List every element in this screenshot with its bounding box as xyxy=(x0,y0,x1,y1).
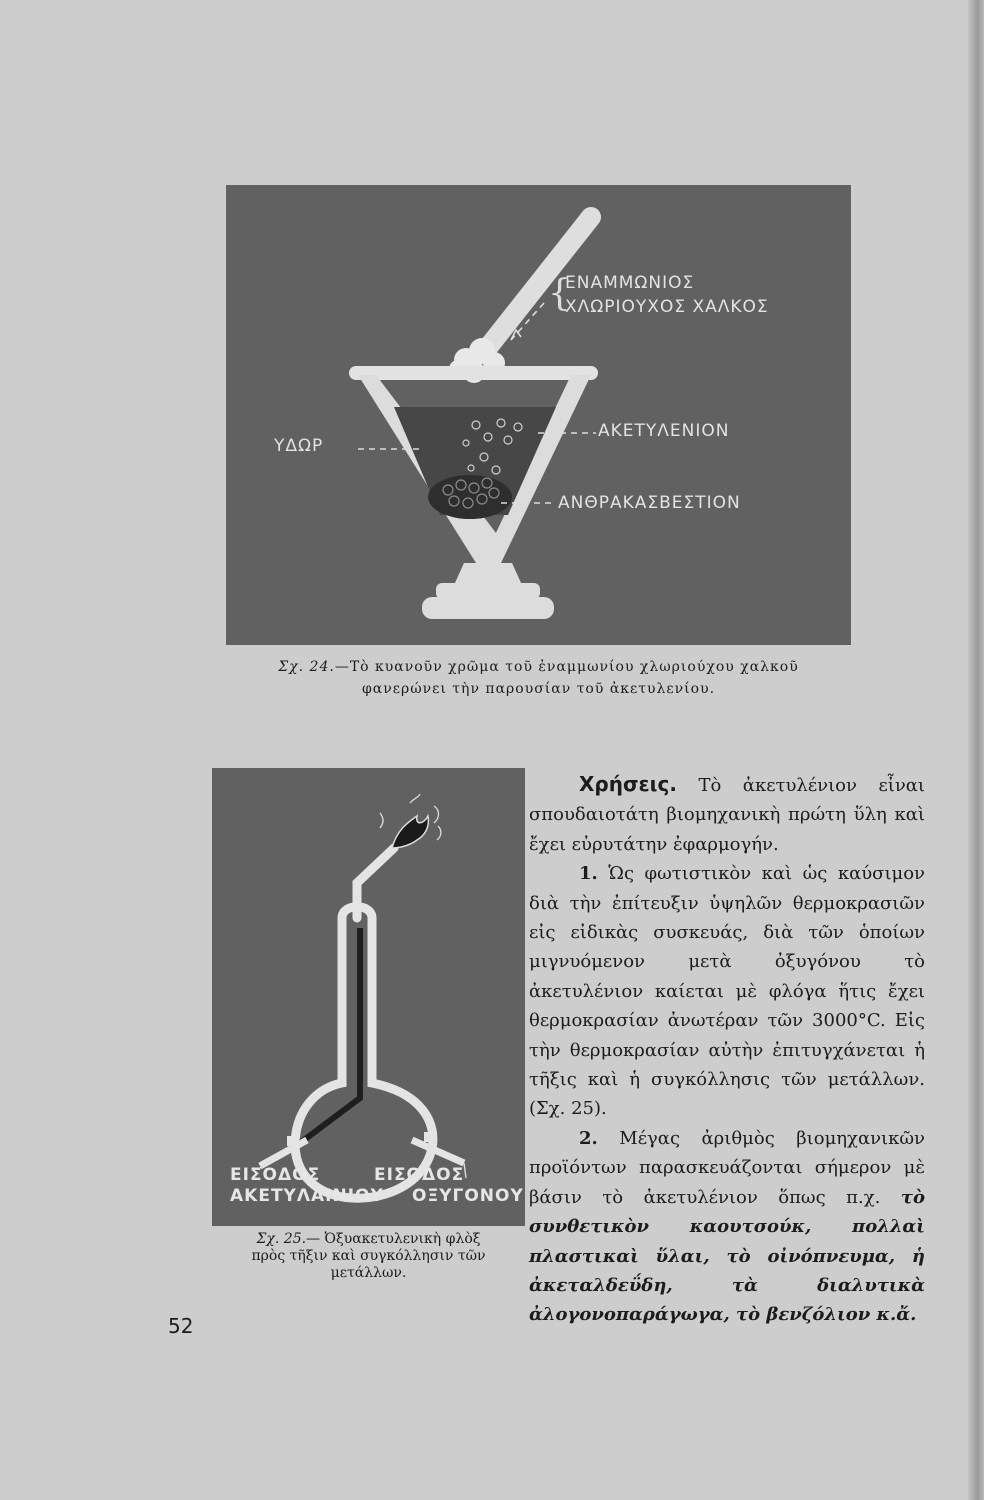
label-acetylene: ΑΚΕΤΥΛΕΝΙΟΝ xyxy=(598,421,730,441)
label-water: ΥΔΩΡ xyxy=(274,436,324,456)
figure-24-caption xyxy=(226,656,851,700)
use-item-2 xyxy=(529,1124,925,1330)
caption-25-label: Σχ. 25. xyxy=(256,1231,307,1247)
acetylene-test-apparatus-drawing xyxy=(226,185,851,645)
figure-25-illustration xyxy=(212,768,525,1226)
label-carbide: ΑΝΘΡΑΚΑΣΒΕΣΤΙΟΝ xyxy=(558,493,741,513)
caption-24-label: Σχ. 24. xyxy=(278,659,335,675)
label-ammoniacal: ΕΝΑΜΜΩΝΙΟΣ xyxy=(565,273,695,293)
use-item-1-text: Ὡς φωτιστικὸν καὶ ὡς καύσιμον διὰ τὴν ἐπίτευξιν ὑψηλῶν θερμοκρασιῶν εἰς εἰδικὰς συσκευάς, διὰ τῶν ὁποίων μιγνυόμενον μετὰ ὀξυγόνου τὸ ἀκετυλένιον καίεται μὲ φλόγα ἥτις ἔχει θερμοκρασίαν ἀνωτέραν τῶν 3000°C. Εἰς τὴν θερμοκρασίαν αὐτὴν ἐπιτυγχάνεται ἡ τῆξις καὶ ἡ συγκόλλησις τῶν μετάλλων. (Σχ. 25). xyxy=(529,863,925,1120)
label-inlet-acetylene-2: ΑΚΕΤΥΛΑΙΝΙΟΥ xyxy=(230,1186,384,1206)
use-item-2-products: τὸ συνθετικὸν καουτσούκ, πολλαὶ πλαστικαὶ ὕλαι, τὸ οἰνόπνευμα, ἡ ἀκεταλδεΰδη, τὰ διαλυτικὰ ἀλογονοπαράγωγα, τὸ βενζόλιον κ.ἄ. xyxy=(529,1186,925,1326)
caption-24-line2: φανερώνει τὴν παρουσίαν τοῦ ἀκετυλενίου. xyxy=(361,681,716,697)
page-edge xyxy=(968,0,984,1500)
caption-24-line1: —Τὸ κυανοῦν χρῶμα τοῦ ἐναμμωνίου χλωριούχου χαλκοῦ xyxy=(334,659,799,675)
use-item-2-text: Μέγας ἀριθμὸς βιομηχανικῶν προϊόντων παρασκευάζονται σήμερον μὲ βάσιν τὸ ἀκετυλένιον ὅπως π.χ. xyxy=(529,1127,925,1208)
uses-section xyxy=(529,770,925,1330)
uses-intro-text: Τὸ ἀκετυλένιον εἶναι σπουδαιοτάτη βιομηχανικὴ πρώτη ὕλη καὶ ἔχει εὐρυτάτην ἐφαρμογήν. xyxy=(529,775,925,855)
caption-25-line3: μετάλλων. xyxy=(330,1265,407,1281)
uses-intro-paragraph xyxy=(529,770,925,859)
label-copper-chloride: ΧΛΩΡΙΟΥΧΟΣ ΧΑΛΚΟΣ xyxy=(565,297,769,317)
oxyacetylene-torch-drawing xyxy=(212,768,525,1226)
page-number: 52 xyxy=(168,1314,194,1338)
caption-25-line1: — Ὀξυακετυλενικὴ φλὸξ xyxy=(306,1231,481,1247)
label-inlet-oxygen-1: ΕΙΣΟΔΟΣ xyxy=(374,1165,465,1185)
label-inlet-oxygen-2: ΟΞΥΓΟΝΟΥ xyxy=(412,1186,524,1206)
use-item-2-number: 2. xyxy=(579,1127,598,1149)
figure-25-caption xyxy=(212,1231,525,1282)
svg-text:{: { xyxy=(548,273,571,314)
caption-25-line2: πρὸς τῆξιν καὶ συγκόλλησιν τῶν xyxy=(251,1248,486,1264)
uses-heading: Χρήσεις. xyxy=(579,772,677,796)
label-inlet-acetylene-1: ΕΙΣΟΔΟΣ xyxy=(230,1165,321,1185)
figure-24-illustration xyxy=(226,185,851,645)
use-item-1 xyxy=(529,859,925,1124)
use-item-1-number: 1. xyxy=(579,863,598,885)
